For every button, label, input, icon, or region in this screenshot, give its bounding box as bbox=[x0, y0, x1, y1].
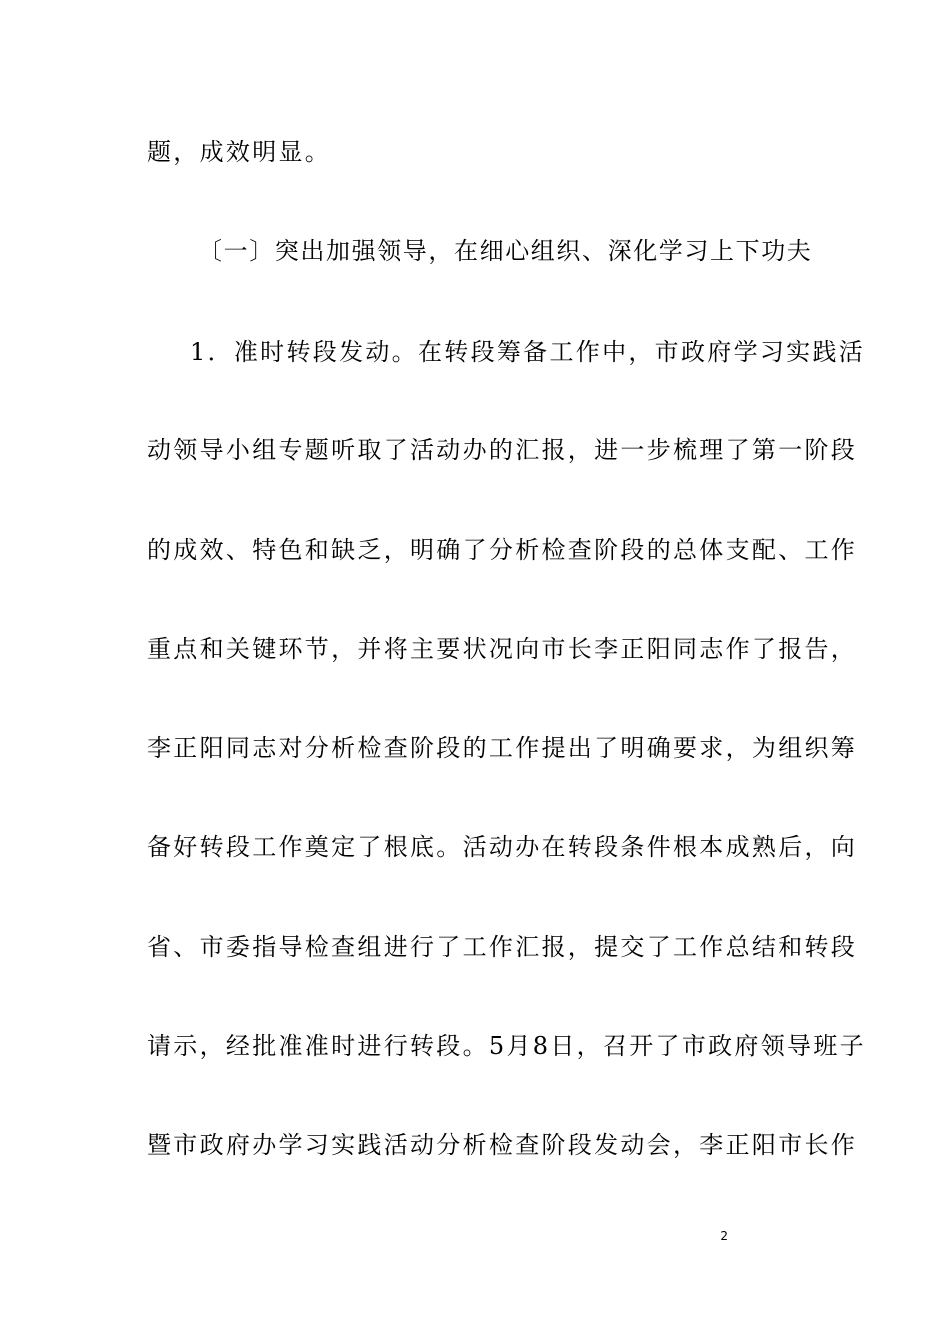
text-line-9: 省、市委指导检查组进行了工作汇报，提交了工作总结和转段 bbox=[147, 933, 858, 961]
text-line-7: 李正阳同志对分析检查阶段的工作提出了明确要求，为组织筹 bbox=[147, 734, 858, 762]
paragraph-first-line: 1．准时转段发动。在转段筹备工作中，市政府学习实践活 bbox=[190, 338, 866, 366]
page-number: 2 bbox=[720, 1229, 728, 1243]
text-line-1: 题，成效明显。 bbox=[147, 138, 332, 166]
text-line-10: 请示，经批准准时进行转段。5月8日，召开了市政府领导班子 bbox=[147, 1032, 866, 1060]
text-line-6: 重点和关键环节，并将主要状况向市长李正阳同志作了报告， bbox=[147, 635, 858, 663]
text-line-8: 备好转段工作奠定了根底。活动办在转段条件根本成熟后，向 bbox=[147, 833, 858, 861]
text-line-4: 动领导小组专题听取了活动办的汇报，进一步梳理了第一阶段 bbox=[147, 436, 858, 464]
text-line-5: 的成效、特色和缺乏，明确了分析检查阶段的总体支配、工作 bbox=[147, 536, 858, 564]
section-heading: 〔一〕突出加强领导，在细心组织、深化学习上下功夫 bbox=[198, 237, 813, 265]
text-line-11: 暨市政府办学习实践活动分析检查阶段发动会，李正阳市长作 bbox=[147, 1131, 858, 1159]
